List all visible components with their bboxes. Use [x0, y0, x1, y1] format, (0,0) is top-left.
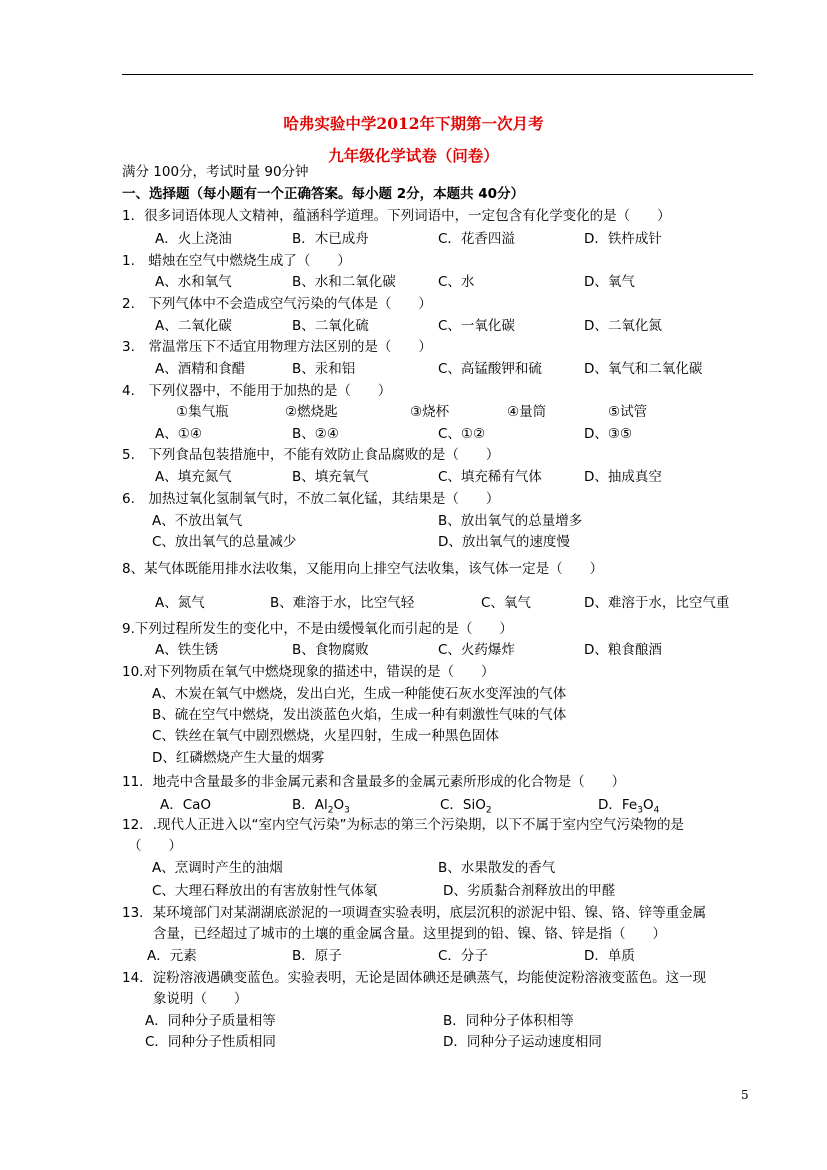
question-stem: 12．.现代人正进入以“室内空气污染”为标志的第三个污染期，以下不属于室内空气污染物的是 [122, 817, 684, 833]
option-a: A．CaO [160, 797, 212, 813]
option-d: D．单质 [584, 948, 635, 964]
option-c: C、高锰酸钾和硫 [438, 361, 542, 377]
option-b: B、硫在空气中燃烧，发出淡蓝色火焰，生成一种有刺激性气味的气体 [152, 707, 567, 723]
option-d: D、粮食酿酒 [584, 642, 662, 658]
question-stem: 14．淀粉溶液遇碘变蓝色。实验表明，无论是固体碘还是碘蒸气，均能使淀粉溶液变蓝色。这一现 [122, 970, 707, 986]
option-d: D、难溶于水，比空气重 [584, 595, 730, 611]
option-b: B、水和二氧化碳 [292, 274, 396, 290]
option-c: C、氧气 [481, 595, 531, 611]
option-b: B．$Al_2O_3$ [292, 797, 350, 816]
option-a: A、不放出氧气 [152, 513, 243, 529]
option-c: C．同种分子性质相同 [145, 1034, 276, 1050]
option-b: B、放出氧气的总量增多 [438, 513, 583, 529]
option-b: B、汞和铝 [292, 361, 356, 377]
option-d: D．$Fe_3O_4$ [598, 797, 660, 816]
option-a: A、木炭在氧气中燃烧，发出白光，生成一种能使石灰水变浑浊的气体 [152, 686, 567, 702]
option-a: A、铁生锈 [155, 642, 219, 658]
option-d: D、③⑤ [584, 426, 633, 442]
option-c: C、①② [438, 426, 486, 442]
item-2: ②燃烧匙 [285, 404, 338, 420]
question-stem: 1. 蜡烛在空气中燃烧生成了（ ） [122, 253, 351, 269]
option-b: B．同种分子体积相等 [443, 1013, 574, 1029]
option-d: D、红磷燃烧产生大量的烟雾 [152, 750, 325, 766]
option-a: A、氮气 [155, 595, 205, 611]
question-stem-cont: 象说明（ ） [153, 991, 248, 1007]
option-b: B、难溶于水，比空气轻 [270, 595, 415, 611]
question-stem: 6. 加热过氧化氢制氧气时，不放二氧化锰，其结果是（ ） [122, 491, 500, 507]
option-c: C、铁丝在氧气中剧烈燃烧，火星四射，生成一种黑色固体 [152, 728, 499, 744]
question-stem: 10.对下列物质在氧气中燃烧现象的描述中，错误的是（ ） [122, 664, 495, 680]
option-c: C、填充稀有气体 [438, 469, 542, 485]
option-d: D、氧气和二氧化碳 [584, 361, 703, 377]
option-b: B、水果散发的香气 [438, 860, 556, 876]
question-stem-cont: 含量，已经超过了城市的土壤的重金属含量。这里提到的铅、镍、铬、锌是指（ ） [153, 926, 666, 942]
option-a: A．同种分子质量相等 [145, 1013, 276, 1029]
option-b: B、填充氧气 [292, 469, 369, 485]
option-d: D、二氧化氮 [584, 318, 662, 334]
option-c: C、火药爆炸 [438, 642, 515, 658]
option-d: D、氧气 [584, 274, 635, 290]
header-rule [122, 74, 753, 75]
option-c: C．分子 [438, 948, 488, 964]
option-c: C、水 [438, 274, 475, 290]
exam-title: 哈弗实验中学2012年下期第一次月考 [283, 114, 544, 133]
question-stem: 1．很多词语体现人文精神，蕴涵科学道理。下列词语中，一定包含有化学变化的是（ ） [122, 208, 671, 224]
question-stem: 5. 下列食品包装措施中，不能有效防止食品腐败的是（ ） [122, 447, 500, 463]
exam-subtitle: 九年级化学试卷（问卷） [328, 146, 499, 165]
option-a: A、二氧化碳 [155, 318, 232, 334]
option-d: D．铁杵成针 [584, 231, 662, 247]
section-heading: 一、选择题（每小题有一个正确答案。每小题 2分，本题共 40分） [122, 186, 525, 202]
option-b: B、食物腐败 [292, 642, 369, 658]
option-a: A．火上浇油 [155, 231, 232, 247]
question-stem: 11．地壳中含量最多的非金属元素和含量最多的金属元素所形成的化合物是（ ） [122, 774, 626, 790]
question-stem: 3. 常温常压下不适宜用物理方法区别的是（ ） [122, 339, 432, 355]
option-d: D、抽成真空 [584, 469, 662, 485]
question-stem-cont: （ ） [128, 838, 182, 854]
item-3: ③烧杯 [410, 404, 450, 420]
option-a: A、填充氮气 [155, 469, 232, 485]
page-number: 5 [741, 1088, 749, 1102]
question-stem: 8、某气体既能用排水法收集，又能用向上排空气法收集，该气体一定是（ ） [122, 561, 604, 577]
exam-info: 满分 100分，考试时量 90分钟 [122, 164, 309, 180]
question-stem: 9.下列过程所发生的变化中，不是由缓慢氧化而引起的是（ ） [122, 621, 513, 637]
item-4: ④量筒 [507, 404, 547, 420]
option-b: B、二氧化硫 [292, 318, 369, 334]
option-c: C．花香四溢 [438, 231, 515, 247]
question-stem: 4. 下列仪器中，不能用于加热的是（ ） [122, 383, 392, 399]
item-5: ⑤试管 [608, 404, 648, 420]
option-a: A．元素 [147, 948, 197, 964]
option-a: A、①④ [155, 426, 202, 442]
option-b: B．木已成舟 [292, 231, 369, 247]
option-b: B、②④ [292, 426, 339, 442]
question-stem: 13．某环境部门对某湖湖底淤泥的一项调查实验表明，底层沉积的淤泥中铅、镍、铬、锌等重金属 [122, 905, 707, 921]
option-a: A、烹调时产生的油烟 [152, 860, 283, 876]
option-d: D、劣质黏合剂释放出的甲醛 [443, 883, 616, 899]
option-b: B．原子 [292, 948, 342, 964]
option-d: D．同种分子运动速度相同 [443, 1034, 602, 1050]
option-d: D、放出氧气的速度慢 [438, 534, 570, 550]
option-c: C、放出氧气的总量减少 [152, 534, 297, 550]
option-a: A、酒精和食醋 [155, 361, 246, 377]
item-1: ①集气瓶 [176, 404, 229, 420]
option-c: C、一氧化碳 [438, 318, 515, 334]
option-a: A、水和氧气 [155, 274, 232, 290]
question-stem: 2. 下列气体中不会造成空气污染的气体是（ ） [122, 296, 432, 312]
option-c: C．SiO$_2$ [440, 797, 492, 816]
option-c: C、大理石释放出的有害放射性气体氡 [152, 883, 378, 899]
